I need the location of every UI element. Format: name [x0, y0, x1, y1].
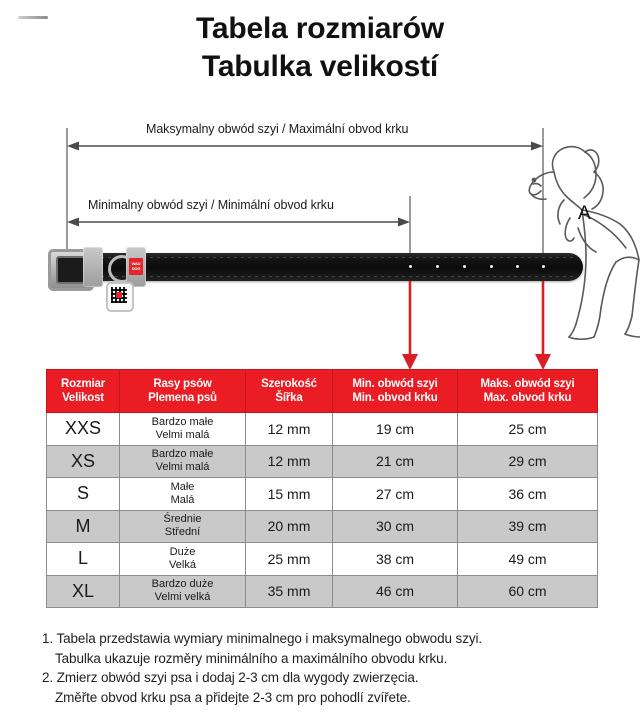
header-breed-pl: Rasy psów [153, 378, 212, 390]
cell-min-neck: 38 cm [333, 543, 458, 576]
cell-max-neck: 29 cm [458, 445, 598, 478]
cell-breed-cs: Velká [169, 558, 196, 571]
cell-size: XS [47, 445, 120, 478]
header-size [47, 370, 120, 413]
cell-max-neck: 49 cm [458, 543, 598, 576]
table-header-row [47, 370, 598, 413]
min-neck-label: Minimalny obwód szyi / Minimální obvod krku [88, 198, 334, 212]
cell-max-neck: 39 cm [458, 510, 598, 543]
size-table [46, 369, 598, 608]
header-min-cs: Min. obvod krku [352, 392, 438, 404]
cell-breed-pl: Duże [169, 545, 196, 558]
header-width [246, 370, 333, 413]
cell-breed-cs: Velmi malá [155, 428, 210, 441]
cell-breed-pl: Średnie [163, 513, 202, 526]
title-line-cs: Tabulka velikostí [201, 50, 439, 83]
header-breed-cs: Plemena psů [148, 392, 217, 404]
table-row [47, 478, 598, 511]
header-max-pl: Maks. obwód szyi [480, 378, 575, 390]
cell-width: 25 mm [246, 543, 333, 576]
cell-max-neck: 36 cm [458, 478, 598, 511]
table-row [47, 510, 598, 543]
dog-illustration-icon [520, 128, 640, 353]
title-line-pl: Tabela rozmiarów [196, 12, 444, 45]
cell-breed-cs: Velmi malá [155, 461, 210, 474]
cell-size: L [47, 543, 120, 576]
header-max-neck [458, 370, 598, 413]
header-min-pl: Min. obwód szyi [352, 378, 438, 390]
header-width-cs: Šířka [275, 392, 303, 404]
cell-width: 12 mm [246, 445, 333, 478]
cell-breed [120, 413, 246, 446]
header-size-pl: Rozmiar [61, 378, 105, 390]
cell-width: 12 mm [246, 413, 333, 446]
cell-size: XL [47, 575, 120, 608]
note-1-pl: 1. Tabela przedstawia wymiary minimalnego i maksymalnego obwodu szyi. [42, 631, 483, 646]
cell-breed [120, 478, 246, 511]
header-max-cs: Max. obvod krku [483, 392, 572, 404]
table-row [47, 543, 598, 576]
brand-logo-line1: WAU [131, 261, 141, 266]
cell-breed-pl: Bardzo duże [151, 578, 214, 591]
brand-logo-line2: DOG [131, 265, 141, 271]
cell-breed-cs: Velmi velká [154, 591, 211, 604]
dog-measure-letter: A [578, 203, 591, 224]
cell-breed [120, 543, 246, 576]
cell-breed-pl: Bardzo małe [151, 448, 214, 461]
header-width-pl: Szerokość [261, 378, 317, 390]
table-row [47, 413, 598, 446]
cell-max-neck: 25 cm [458, 413, 598, 446]
footer-notes [42, 629, 612, 707]
table-body [47, 413, 598, 608]
cell-min-neck: 30 cm [333, 510, 458, 543]
table-row [47, 445, 598, 478]
header-breed [120, 370, 246, 413]
cell-breed-pl: Bardzo małe [151, 415, 214, 428]
cell-min-neck: 46 cm [333, 575, 458, 608]
cell-breed-pl: Małe [170, 480, 195, 493]
cell-breed-cs: Střední [164, 526, 201, 539]
cell-breed [120, 510, 246, 543]
note-2-cs: Změřte obvod krku psa a přidejte 2-3 cm pro pohodlí zvířete. [55, 689, 411, 705]
note-1-cs: Tabulka ukazuje rozměry minimálního a maximálního obvodu krku. [55, 650, 448, 666]
cell-size: XXS [47, 413, 120, 446]
cell-size: M [47, 510, 120, 543]
cell-width: 15 mm [246, 478, 333, 511]
cell-size: S [47, 478, 120, 511]
note-2-pl: 2. Zmierz obwód szyi psa i dodaj 2-3 cm dla wygody zwierzęcia. [42, 670, 419, 685]
cell-width: 20 mm [246, 510, 333, 543]
cell-min-neck: 27 cm [333, 478, 458, 511]
cell-min-neck: 21 cm [333, 445, 458, 478]
cell-max-neck: 60 cm [458, 575, 598, 608]
header-size-cs: Velikost [62, 392, 104, 404]
cell-width: 35 mm [246, 575, 333, 608]
max-neck-label: Maksymalny obwód szyi / Maximální obvod krku [146, 122, 409, 136]
cell-min-neck: 19 cm [333, 413, 458, 446]
header-min-neck [333, 370, 458, 413]
cell-breed [120, 445, 246, 478]
cell-breed-cs: Malá [170, 493, 195, 506]
table-row [47, 575, 598, 608]
cell-breed [120, 575, 246, 608]
